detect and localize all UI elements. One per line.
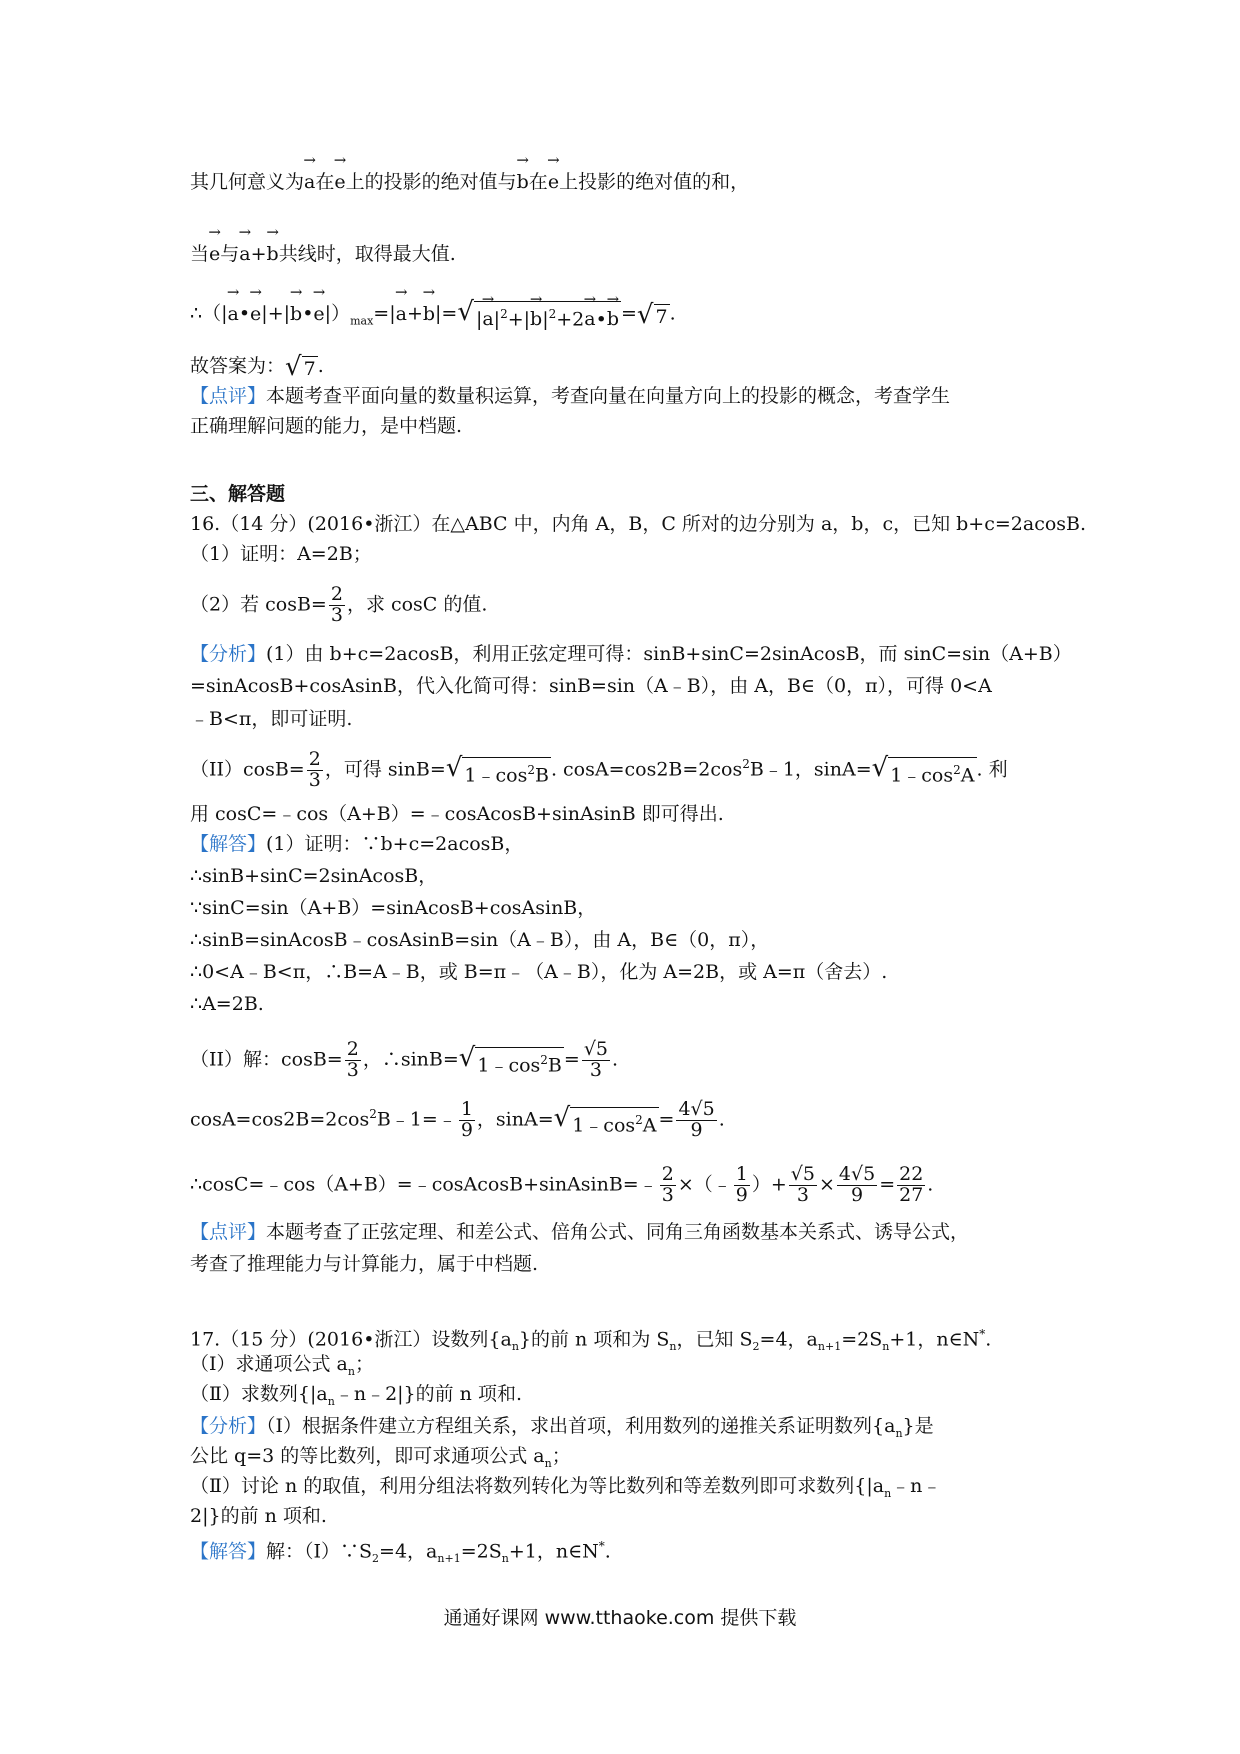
comment-text: 本题考查了正弦定理、和差公式、倍角公式、同角三角函数基本关系式、诱导公式， xyxy=(266,1221,970,1243)
q16-part2: （2）若 cosB= $\frac{2}{3}$ ，求 cosC 的值. xyxy=(190,583,488,626)
q17-analysis-line-1: 【分析】（Ⅰ）根据条件建立方程组关系，求出首项，利用数列的递推关系证明数列$\{a_n\}$是 xyxy=(190,1415,934,1440)
prev-line-1: 其几何意义为→ a在→ e上的投影的绝对值与→ b在→ e上投影的绝对值的和， xyxy=(190,168,749,196)
prev-answer-line: 故答案为： √ 7 . xyxy=(190,352,324,382)
answer-text: (1）证明：∵b+c=2acosB， xyxy=(266,833,524,855)
q17-analysis-line-2: 公比 q=3 的等比数列，即可求通项公式 $a_n$； xyxy=(190,1445,571,1470)
q16-answer-line-9: ∴cosC=﹣cos（A+B）=﹣cosAcosB+sinAsinB=﹣ $\frac{2}{3}$ ×（﹣ $\frac{1}{9}$ ）+ $\frac{√5}{3}$ × $\frac{4√5}{9}$ = $\frac{22}{27}$ . xyxy=(190,1163,934,1206)
q16-stem: 16.（14 分）(2016•浙江）在△ABC 中，内角 A，B，C 所对的边分别为 a，b，c，已知 b+c=2acosB. xyxy=(190,513,1087,535)
section-title: 三、解答题 xyxy=(190,483,286,505)
q17-part1: （Ⅰ）求通项公式 $a_n$； xyxy=(190,1353,374,1378)
q16-analysis-line-5: 用 cosC=﹣cos（A+B）=﹣cosAcosB+sinAsinB 即可得出. xyxy=(190,803,724,825)
q16-answer-line-1 xyxy=(190,830,523,858)
comment-text: 本题考查平面向量的数量积运算，考查向量在向量方向上的投影的概念，考查学生 xyxy=(266,385,951,407)
q16-part1: （1）证明：A=2B； xyxy=(190,543,372,565)
analysis-tag: 【分析】 xyxy=(190,1415,267,1437)
q17-stem: 17.（15 分）(2016•浙江）设数列$\{a_n\}$的前 n 项和为 $S_n$，已知 $S_2=4$，$a_{n+1}=2S_n+1$，n∈N*. xyxy=(190,1327,992,1354)
comment-tag: 【点评】 xyxy=(190,1221,267,1243)
answer-tag: 【解答】 xyxy=(190,833,267,855)
q16-comment-line-2: 考查了推理能力与计算能力，属于中档题. xyxy=(190,1253,539,1275)
q16-analysis-line-2: =sinAcosB+cosAsinB，代入化简可得：sinB=sin（A﹣B），由 A，B∈（0，π），可得 0<A xyxy=(190,675,992,697)
q16-answer-line-5: ∴0<A﹣B<π，∴B=A﹣B，或 B=π﹣（A﹣B），化为 A=2B，或 A=π（舍去）. xyxy=(190,961,888,983)
q16-analysis-line-3: ﹣B<π，即可证明. xyxy=(190,708,353,730)
analysis-tag: 【分析】 xyxy=(190,643,267,665)
q16-analysis-line-1 xyxy=(190,640,1072,668)
q16-answer-line-6: ∴A=2B. xyxy=(190,993,264,1015)
q17-part2: （Ⅱ）求数列$\{|a_n﹣n﹣2|\}$的前 n 项和. xyxy=(190,1383,522,1408)
answer-tag: 【解答】 xyxy=(190,1540,267,1563)
footer-text: 通通好课网 www.tthaoke.com 提供下载 xyxy=(443,1607,797,1629)
q16-comment-line-1 xyxy=(190,1218,969,1246)
prev-line-2: 当→ e与→ a+→ b共线时，取得最大值. xyxy=(190,240,456,268)
comment-tag: 【点评】 xyxy=(190,385,267,407)
answer-prefix: 故答案为： xyxy=(190,355,286,377)
q16-answer-line-2: ∴sinB+sinC=2sinAcosB， xyxy=(190,865,438,887)
analysis-text: (1）由 b+c=2acosB，利用正弦定理可得：sinB+sinC=2sinAcosB，而 sinC=sin（A+B） xyxy=(266,643,1072,665)
q16-answer-line-4: ∴sinB=sinAcosB﹣cosAsinB=sin（A﹣B），由 A，B∈（0，π）， xyxy=(190,929,770,951)
q16-analysis-line-4: （II）cosB= $\frac{2}{3}$ ，可得 sinB= √ $1﹣\cos^2B$ . $\cos A=\cos 2B=2\cos^2B﹣1$，sinA= √ $1﹣\cos^2A$ . 利 xyxy=(190,748,1008,791)
q17-analysis-line-3: （Ⅱ）讨论 n 的取值，利用分组法将数列转化为等比数列和等差数列即可求数列{$|a_n﹣n﹣$ xyxy=(190,1475,942,1500)
prev-line-3: ∴（|→ a•→ e|+|→ b•→ $e|)_{max}=|\to a+\to b|=$ √ |→ $a|^2+|\to b|^2+2\to$ a•→ b = √ 7 . xyxy=(190,298,676,335)
q16-answer-line-7: （II）解：cosB= $\frac{2}{3}$ ，∴sinB= √ $1﹣\cos^2B$ = $\frac{√5}{3}$ . xyxy=(190,1038,619,1081)
prev-comment-line-2: 正确理解问题的能力，是中档题. xyxy=(190,415,463,437)
q17-analysis-line-4: 2|}的前 n 项和. xyxy=(190,1505,327,1527)
q16-answer-line-3: ∵sinC=sin（A+B）=sinAcosB+cosAsinB， xyxy=(190,897,597,919)
q17-answer-line-1: 【解答】解：$(Ⅰ)\because S_2=4$，$a_{n+1}=2S_n+1$，n∈N*. xyxy=(190,1539,611,1566)
prev-comment-line-1 xyxy=(190,382,950,410)
q16-answer-line-8: $\cos A=\cos 2B=2\cos^2B﹣1=﹣$ $\frac{1}{9}$ ，sinA= √ $1﹣\cos^2A$ = $\frac{4√5}{9}$ . xyxy=(190,1098,725,1141)
